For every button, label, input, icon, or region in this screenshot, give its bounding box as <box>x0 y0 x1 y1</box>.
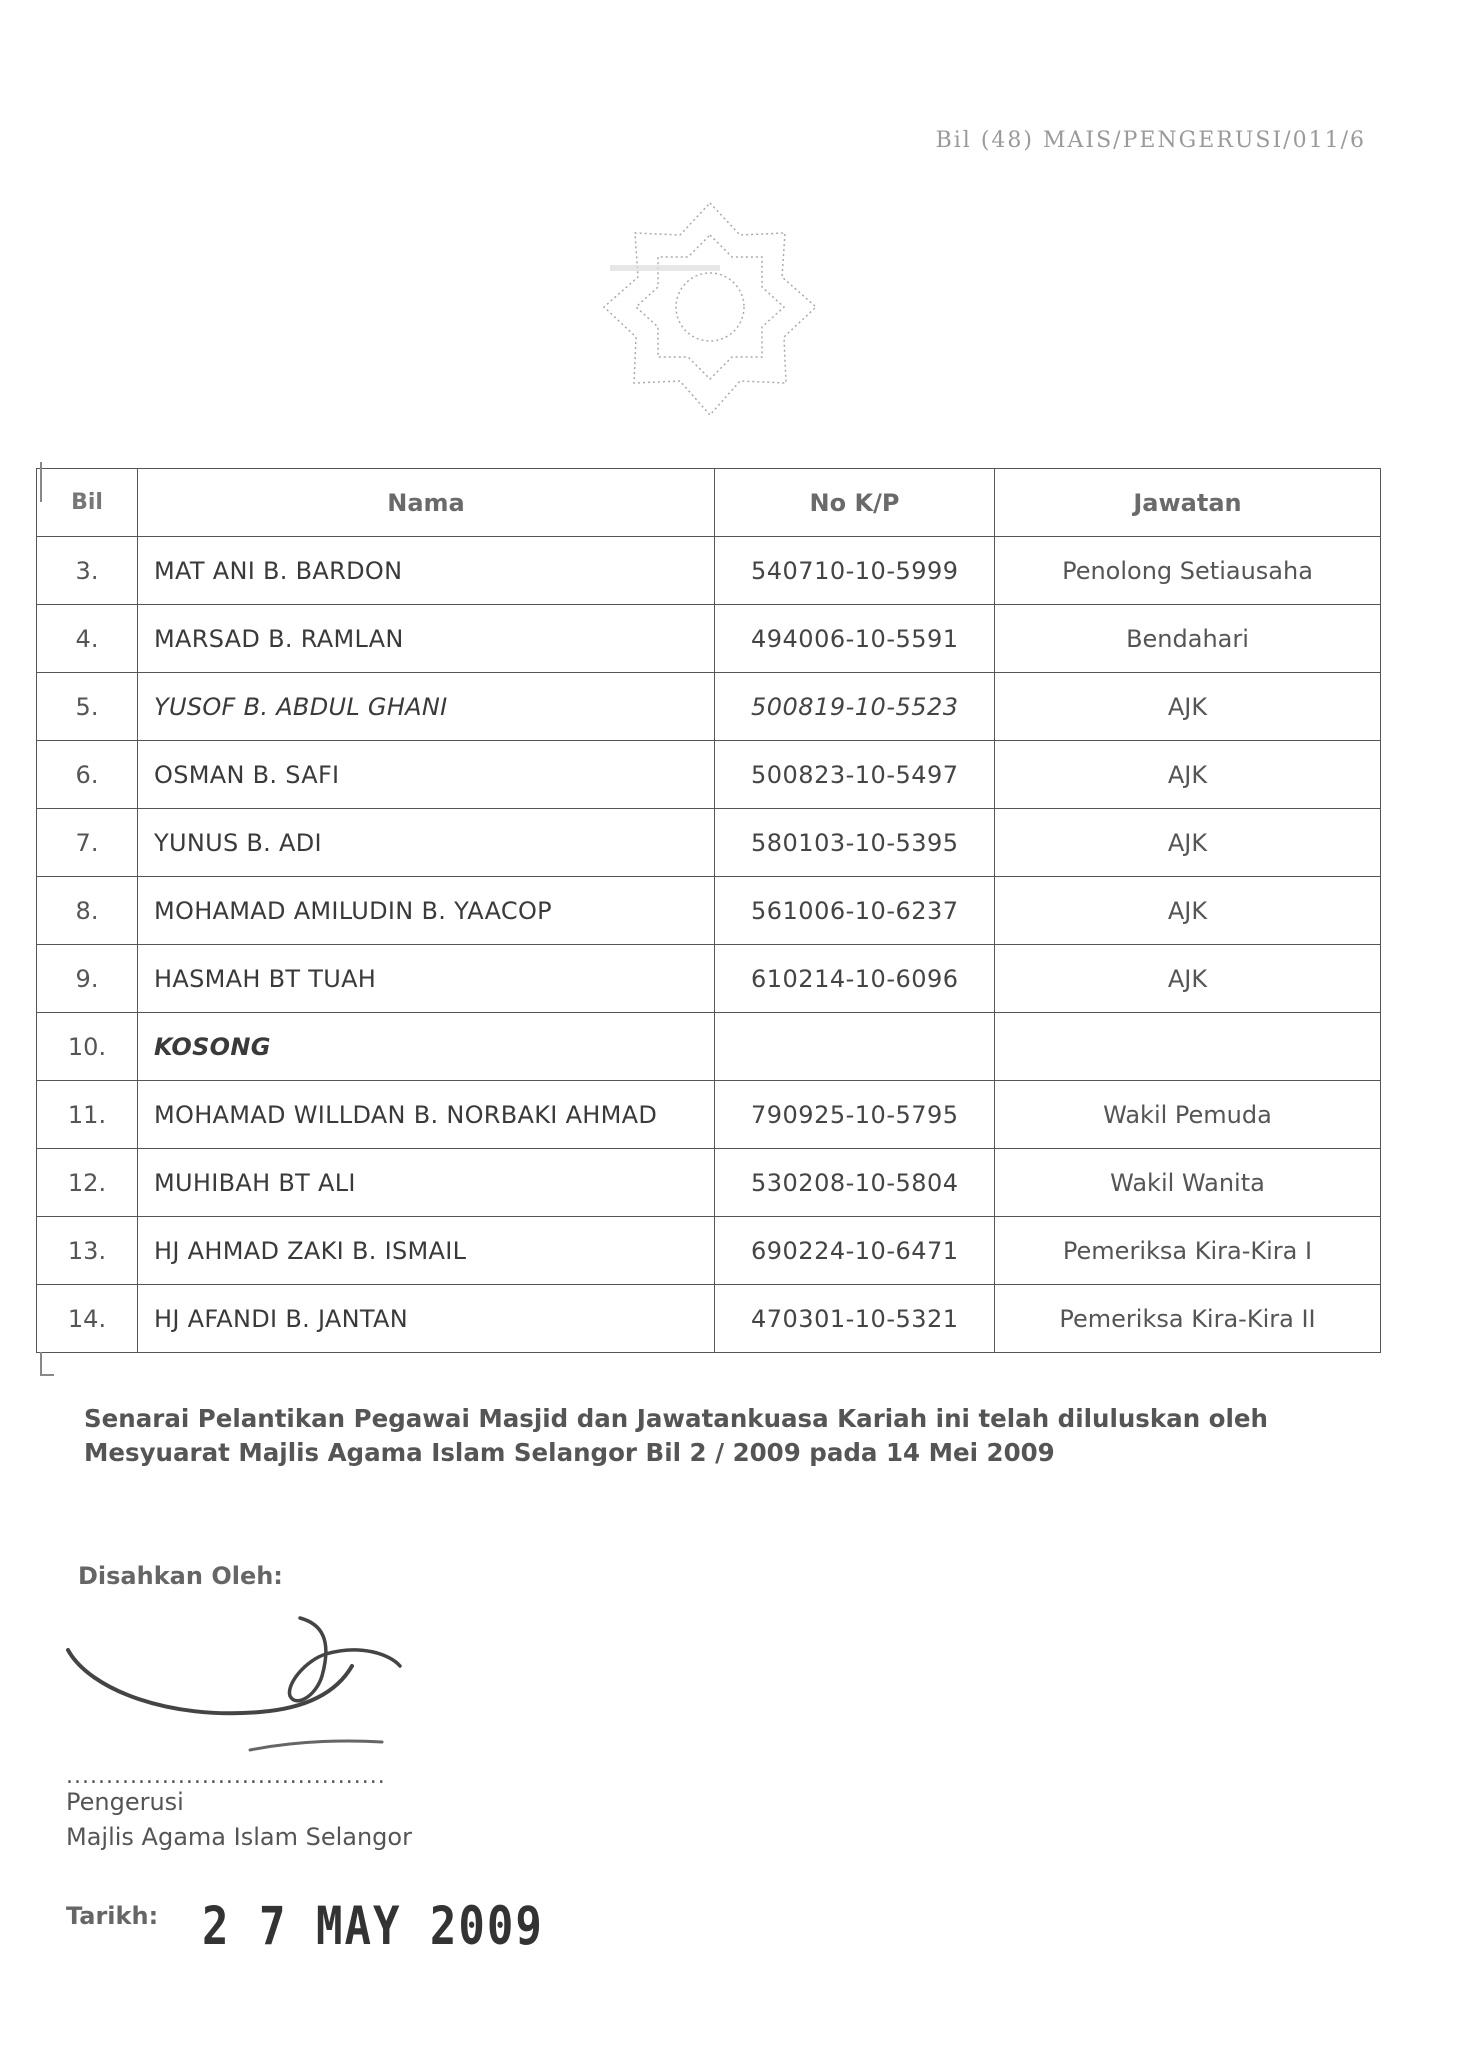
row-nokp: 610214-10-6096 <box>715 945 995 1013</box>
row-nama: HJ AFANDI B. JANTAN <box>138 1285 715 1353</box>
row-nokp: 540710-10-5999 <box>715 537 995 605</box>
disahkan-label: Disahkan Oleh: <box>78 1562 283 1590</box>
seal-emblem-icon <box>590 195 830 425</box>
row-bil: 5. <box>75 692 99 721</box>
tarikh-label: Tarikh: <box>66 1902 159 1930</box>
row-nokp: 690224-10-6471 <box>715 1217 995 1285</box>
table-row <box>37 741 1381 809</box>
signatory-organisation: Majlis Agama Islam Selangor <box>66 1823 412 1851</box>
row-bil: 11. <box>67 1100 107 1129</box>
row-nama: HJ AHMAD ZAKI B. ISMAIL <box>138 1217 715 1285</box>
row-nama: OSMAN B. SAFI <box>138 741 715 809</box>
row-nokp: 580103-10-5395 <box>715 809 995 877</box>
signatory-block <box>66 1785 412 1855</box>
table-row <box>37 1081 1381 1149</box>
signatory-title: Pengerusi <box>66 1788 184 1816</box>
row-jawatan: Pemeriksa Kira-Kira II <box>995 1285 1381 1353</box>
reference-number: Bil (48) MAIS/PENGERUSI/011/6 <box>935 128 1366 153</box>
row-nokp: 494006-10-5591 <box>715 605 995 673</box>
row-jawatan: Penolong Setiausaha <box>995 537 1381 605</box>
table-header-row <box>37 469 1381 537</box>
header-bil: Bil <box>37 469 138 537</box>
row-jawatan: AJK <box>995 673 1381 741</box>
table-row <box>37 945 1381 1013</box>
header-nokp: No K/P <box>715 469 995 537</box>
table-row <box>37 809 1381 877</box>
row-nokp: 500819-10-5523 <box>715 673 995 741</box>
row-nokp <box>715 1013 995 1081</box>
signature-line: ........................................ <box>66 1764 386 1789</box>
table-row <box>37 1013 1381 1081</box>
row-nokp: 470301-10-5321 <box>715 1285 995 1353</box>
row-nokp: 790925-10-5795 <box>715 1081 995 1149</box>
officer-table <box>36 468 1381 1353</box>
signature-image <box>60 1600 410 1760</box>
row-nokp: 530208-10-5804 <box>715 1149 995 1217</box>
table-row <box>37 877 1381 945</box>
row-nama: YUNUS B. ADI <box>138 809 715 877</box>
table-row <box>37 673 1381 741</box>
table-row <box>37 537 1381 605</box>
row-nama: MAT ANI B. BARDON <box>138 537 715 605</box>
table-row <box>37 1285 1381 1353</box>
row-jawatan: AJK <box>995 741 1381 809</box>
approval-line-2: Mesyuarat Majlis Agama Islam Selangor Bil 2 / 2009 pada 14 Mei 2009 <box>84 1438 1055 1467</box>
row-jawatan: Wakil Wanita <box>995 1149 1381 1217</box>
row-jawatan: AJK <box>995 877 1381 945</box>
row-bil: 10. <box>67 1032 107 1061</box>
row-jawatan <box>995 1013 1381 1081</box>
scan-margin-mark <box>40 462 42 502</box>
row-bil: 7. <box>75 828 99 857</box>
approval-line-1: Senarai Pelantikan Pegawai Masjid dan Jawatankuasa Kariah ini telah diluluskan oleh <box>84 1404 1268 1433</box>
row-nama: MOHAMAD AMILUDIN B. YAACOP <box>138 877 715 945</box>
approval-statement <box>84 1402 1384 1470</box>
table-row <box>37 1149 1381 1217</box>
row-bil: 12. <box>67 1168 107 1197</box>
row-bil: 9. <box>75 964 99 993</box>
row-nokp: 561006-10-6237 <box>715 877 995 945</box>
row-nama: KOSONG <box>138 1013 715 1081</box>
row-nama: MUHIBAH BT ALI <box>138 1149 715 1217</box>
row-jawatan: AJK <box>995 809 1381 877</box>
row-nokp: 500823-10-5497 <box>715 741 995 809</box>
row-bil: 8. <box>75 896 99 925</box>
header-nama: Nama <box>138 469 715 537</box>
row-jawatan: AJK <box>995 945 1381 1013</box>
header-jawatan: Jawatan <box>995 469 1381 537</box>
row-bil: 13. <box>67 1236 107 1265</box>
row-nama: MARSAD B. RAMLAN <box>138 605 715 673</box>
row-nama: MOHAMAD WILLDAN B. NORBAKI AHMAD <box>138 1081 715 1149</box>
row-bil: 3. <box>75 556 99 585</box>
row-bil: 14. <box>67 1304 107 1333</box>
scan-margin-mark <box>40 1352 42 1376</box>
row-jawatan: Bendahari <box>995 605 1381 673</box>
row-bil: 6. <box>75 760 99 789</box>
row-nama: YUSOF B. ABDUL GHANI <box>138 673 715 741</box>
date-stamp: 2 7 MAY 2009 <box>202 1896 544 1958</box>
scan-margin-mark <box>40 1374 54 1376</box>
row-nama: HASMAH BT TUAH <box>138 945 715 1013</box>
row-bil: 4. <box>75 624 99 653</box>
table-row <box>37 1217 1381 1285</box>
table-row <box>37 605 1381 673</box>
row-jawatan: Wakil Pemuda <box>995 1081 1381 1149</box>
row-jawatan: Pemeriksa Kira-Kira I <box>995 1217 1381 1285</box>
